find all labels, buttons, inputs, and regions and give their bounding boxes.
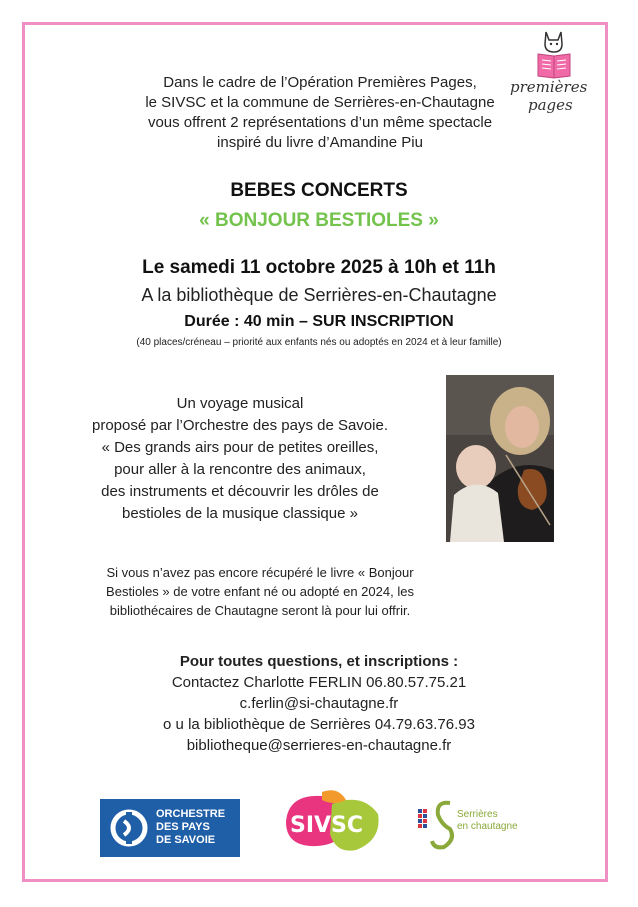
voyage-line: proposé par l’Orchestre des pays de Savoie.: [92, 417, 388, 434]
voyage-line: Un voyage musical: [176, 395, 304, 412]
serrieres-line: Serrières: [457, 809, 498, 820]
voyage-line: pour aller à la rencontre des animaux,: [114, 461, 366, 478]
intro-line: Dans le cadre de l’Opération Premières Pages,: [163, 74, 477, 91]
contact-block: [0, 651, 638, 756]
orchestre-logo: [100, 799, 240, 857]
livre-paragraph: [60, 563, 460, 620]
library-email[interactable]: bibliotheque@serrieres-en-chautagne.fr: [186, 737, 452, 754]
intro-line: inspiré du livre d’Amandine Piu: [217, 134, 423, 151]
orchestre-line: DE SAVOIE: [156, 834, 216, 846]
svg-text:premières: premières: [510, 78, 588, 96]
intro-paragraph: [40, 73, 600, 153]
intro-line: vous offrent 2 représentations d’un même spectacle: [147, 114, 493, 131]
livre-line: Bestioles » de votre enfant né ou adopté en 2024, les: [106, 584, 414, 599]
contact-phone: Contactez Charlotte FERLIN 06.80.57.75.21: [171, 674, 467, 691]
sivsc-logo: [282, 788, 382, 858]
svg-text:pages: pages: [528, 96, 573, 114]
livre-line: Si vous n’avez pas encore récupéré le livre « Bonjour: [106, 565, 414, 580]
voyage-line: « Des grands airs pour de petites oreilles,: [101, 439, 379, 456]
serrieres-logo: [414, 797, 534, 853]
intro-line: le SIVSC et la commune de Serrières-en-Chautagne: [145, 94, 495, 111]
event-date: Le samedi 11 octobre 2025 à 10h et 11h: [142, 257, 496, 278]
sivsc-text: SIVSC: [290, 813, 364, 838]
library-phone: o u la bibliothèque de Serrières 04.79.63.76.93: [163, 716, 475, 733]
event-subtitle: « BONJOUR BESTIOLES »: [199, 210, 439, 231]
orchestre-line: ORCHESTRE: [156, 808, 226, 820]
contact-email[interactable]: c.ferlin@si-chautagne.fr: [239, 695, 399, 712]
violinist-photo: [446, 375, 554, 542]
event-duration: Durée : 40 min – SUR INSCRIPTION: [184, 313, 454, 330]
event-title: BEBES CONCERTS: [230, 180, 408, 201]
contact-heading: Pour toutes questions, et inscriptions :: [179, 653, 459, 670]
voyage-line: des instruments et découvrir les drôles de: [101, 483, 379, 500]
event-place: A la bibliothèque de Serrières-en-Chautagne: [141, 285, 497, 305]
serrieres-line: en chautagne: [457, 821, 518, 832]
voyage-line: bestioles de la musique classique »: [122, 505, 358, 522]
voyage-paragraph: [55, 393, 425, 525]
event-note: (40 places/créneau – priorité aux enfants nés ou adoptés en 2024 et à leur famille): [136, 337, 502, 348]
orchestre-line: DES PAYS: [156, 821, 210, 833]
livre-line: bibliothécaires de Chautagne seront là pour lui offrir.: [109, 603, 411, 618]
